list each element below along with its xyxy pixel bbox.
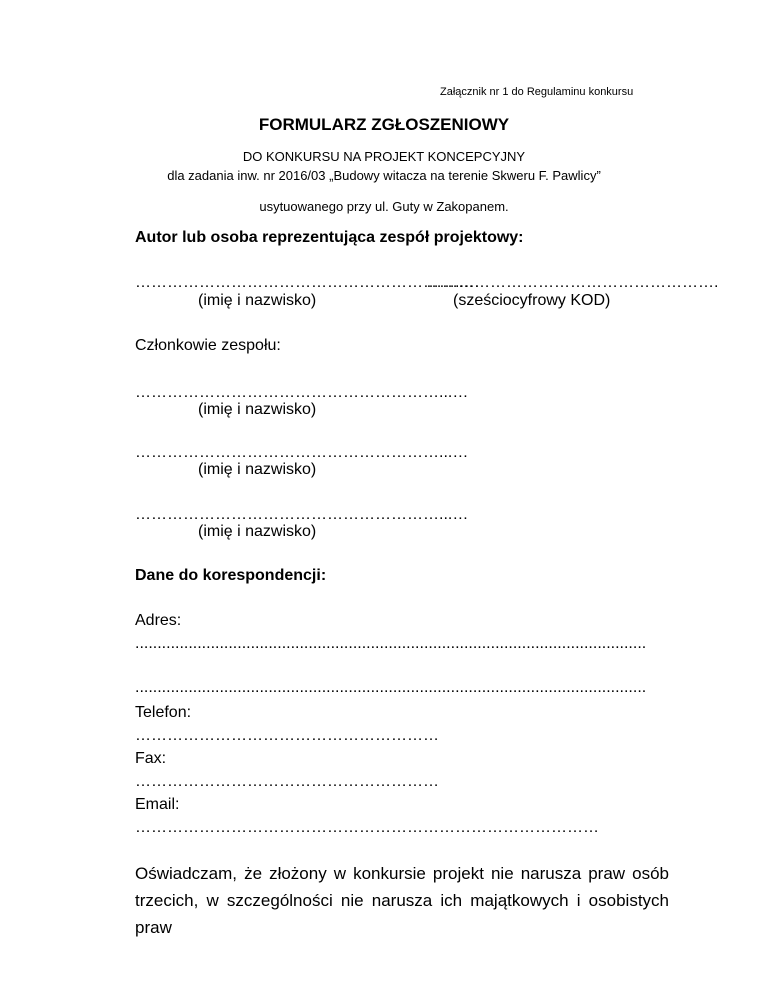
phone-field[interactable]: ………………………………………………… (135, 727, 439, 744)
member-2-name-field[interactable]: …………………………………………………...… (135, 444, 469, 461)
statement-paragraph: Oświadczam, że złożony w konkursie projekt nie narusza praw osób trzecich, w szczególności nie narusza ich majątkowych i osobistych praw (135, 864, 669, 937)
fax-field[interactable]: ………………………………………………… (135, 773, 439, 790)
author-code-field[interactable]: ………………………………………………. (426, 274, 719, 291)
member-3-caption: (imię i nazwisko) (198, 523, 317, 540)
member-3-name-field[interactable]: …………………………………………………...… (135, 506, 469, 523)
phone-label: Telefon: (135, 704, 192, 721)
address-label: Adres: (135, 612, 182, 629)
author-name-caption: (imię i nazwisko) (198, 292, 317, 309)
email-label: Email: (135, 796, 180, 813)
member-2-caption: (imię i nazwisko) (198, 461, 317, 478)
address-field-1[interactable]: ................................................................................................................... (135, 635, 647, 652)
members-heading: Członkowie zespołu: (135, 337, 281, 354)
subtitle-line-2: dla zadania inw. nr 2016/03 „Budowy witacza na terenie Skweru F. Pawlicy” (167, 168, 601, 183)
subtitle-line-1: DO KONKURSU NA PROJEKT KONCEPCYJNY (242, 149, 526, 164)
member-1-name-field[interactable]: …………………………………………………...… (135, 384, 469, 401)
author-heading: Autor lub osoba reprezentująca zespół projektowy: (135, 229, 524, 246)
fax-label: Fax: (135, 750, 167, 767)
email-field[interactable]: …………………………………………………………………………… (135, 819, 599, 836)
address-field-2[interactable]: ................................................................................................................... (135, 679, 647, 696)
subtitle-line-3: usytuowanego przy ul. Guty w Zakopanem. (259, 199, 509, 214)
form-title: FORMULARZ ZGŁOSZENIOWY (258, 115, 510, 134)
author-name-field[interactable]: ……………………………………………………..… (135, 274, 480, 291)
author-code-caption: (sześciocyfrowy KOD) (453, 292, 611, 309)
member-1-caption: (imię i nazwisko) (198, 401, 317, 418)
annex-note: Załącznik nr 1 do Regulaminu konkursu (440, 86, 634, 98)
correspondence-heading: Dane do korespondencji: (135, 567, 327, 584)
